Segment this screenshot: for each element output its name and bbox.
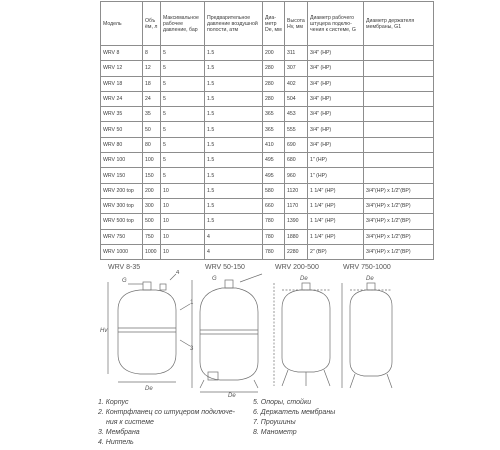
table-row xyxy=(101,198,434,213)
table-row xyxy=(101,91,434,106)
table-cell: 4 xyxy=(205,229,263,244)
table-cell: 24 xyxy=(143,91,161,106)
label-g: G xyxy=(122,278,127,284)
table-cell: 1.5 xyxy=(205,107,263,122)
table-cell: 5 xyxy=(161,91,205,106)
drawing-wrv-8-35 xyxy=(100,270,194,392)
table-cell: 680 xyxy=(285,153,308,168)
table-cell: 10 xyxy=(161,183,205,198)
header-height: Высота Hv, мм xyxy=(285,2,308,46)
label-de: De xyxy=(366,276,374,282)
table-cell: WRV 200 top xyxy=(101,183,143,198)
callout-4: 4 xyxy=(176,270,180,276)
table-cell: WRV 24 xyxy=(101,91,143,106)
connection-fitting xyxy=(367,283,375,290)
connection-fitting xyxy=(225,280,233,288)
table-cell: 1 1/4" (НР) xyxy=(308,198,364,213)
table-cell: 750 xyxy=(143,229,161,244)
support-leg xyxy=(282,370,288,386)
header-model: Модель xyxy=(101,2,143,46)
table-cell xyxy=(364,107,434,122)
table-row xyxy=(101,229,434,244)
table-cell: 8 xyxy=(143,46,161,61)
table-cell: 660 xyxy=(263,198,285,213)
table-cell: 555 xyxy=(285,122,308,137)
table-cell: 1000 xyxy=(143,244,161,259)
vessel-body xyxy=(350,290,392,376)
table-cell: WRV 35 xyxy=(101,107,143,122)
table-cell: WRV 18 xyxy=(101,76,143,91)
table-cell: 4 xyxy=(205,244,263,259)
connection-fitting xyxy=(302,283,310,290)
table-cell: 3/4" (НР) xyxy=(308,46,364,61)
table-cell: 10 xyxy=(161,244,205,259)
leader-line xyxy=(240,274,262,282)
table-cell: WRV 8 xyxy=(101,46,143,61)
table-cell: 504 xyxy=(285,91,308,106)
table-cell: 1" (НР) xyxy=(308,168,364,183)
support-leg xyxy=(350,374,355,388)
label-hv: Hv xyxy=(100,328,108,334)
label-g: G xyxy=(212,276,217,282)
table-cell: 1.5 xyxy=(205,76,263,91)
table-row xyxy=(101,214,434,229)
label-de: De xyxy=(228,393,236,398)
legend-item: 5. Опоры, стойки xyxy=(253,399,312,406)
table-cell xyxy=(364,61,434,76)
table-cell: 3/4" (НР) xyxy=(308,137,364,152)
table-cell: 5 xyxy=(161,122,205,137)
table-cell: 5 xyxy=(161,76,205,91)
table-cell: 5 xyxy=(161,46,205,61)
table-cell xyxy=(364,168,434,183)
table-cell: 1" (НР) xyxy=(308,153,364,168)
table-cell: 1.5 xyxy=(205,46,263,61)
table-row xyxy=(101,122,434,137)
drawing-title-wrv-200-500: WRV 200-500 xyxy=(275,264,319,271)
table-cell: 5 xyxy=(161,153,205,168)
table-cell xyxy=(364,122,434,137)
leader-line xyxy=(180,340,190,346)
table-cell: 18 xyxy=(143,76,161,91)
table-cell: 3/4" (НР) xyxy=(308,76,364,91)
table-cell: 1.5 xyxy=(205,214,263,229)
table-cell: WRV 500 top xyxy=(101,214,143,229)
table-row xyxy=(101,76,434,91)
legend-item: 3. Мембрана xyxy=(98,429,140,436)
table-cell: 200 xyxy=(263,46,285,61)
table-cell: 5 xyxy=(161,168,205,183)
table-cell: 35 xyxy=(143,107,161,122)
table-body xyxy=(101,46,434,260)
table-cell: WRV 150 xyxy=(101,168,143,183)
callout-1: 1 xyxy=(190,300,194,306)
table-cell: WRV 750 xyxy=(101,229,143,244)
table-cell: 3/4"(НР) x 1/2"(ВР) xyxy=(364,229,434,244)
table-cell: 3/4" (НР) xyxy=(308,91,364,106)
table-cell: 10 xyxy=(161,198,205,213)
table-header-row xyxy=(101,2,434,46)
table-cell: 311 xyxy=(285,46,308,61)
table-cell: 280 xyxy=(263,91,285,106)
table-cell: 1880 xyxy=(285,229,308,244)
table-row xyxy=(101,61,434,76)
nipple xyxy=(160,284,166,290)
label-de: De xyxy=(300,276,308,282)
table-cell: 10 xyxy=(161,229,205,244)
table-cell: 100 xyxy=(143,153,161,168)
vessel-body xyxy=(282,290,330,372)
table-cell: WRV 300 top xyxy=(101,198,143,213)
table-cell: 1.5 xyxy=(205,61,263,76)
support-leg xyxy=(324,370,330,386)
support-leg xyxy=(200,380,204,388)
table-cell: 690 xyxy=(285,137,308,152)
table-row xyxy=(101,183,434,198)
table-cell: 495 xyxy=(263,153,285,168)
legend-right xyxy=(253,398,335,438)
callout-3: 3 xyxy=(190,346,194,352)
drawing-title-wrv-8-35: WRV 8-35 xyxy=(108,264,141,271)
table-cell: 365 xyxy=(263,122,285,137)
legend-item: 4. Ниппель xyxy=(98,439,134,446)
table-cell: 1 1/4" (НР) xyxy=(308,183,364,198)
legend-item: 8. Манометр xyxy=(253,429,297,436)
table-cell: 1390 xyxy=(285,214,308,229)
table-cell xyxy=(364,153,434,168)
drawing-wrv-50-150 xyxy=(192,274,262,398)
table-cell: 12 xyxy=(143,61,161,76)
table-cell: 1170 xyxy=(285,198,308,213)
table-cell xyxy=(364,137,434,152)
support-leg xyxy=(254,380,258,388)
table-cell: 1.5 xyxy=(205,198,263,213)
table-cell: 280 xyxy=(263,76,285,91)
table-cell: 10 xyxy=(161,214,205,229)
table-cell: 3/4" (НР) xyxy=(308,107,364,122)
table-cell: WRV 1000 xyxy=(101,244,143,259)
table-cell: 150 xyxy=(143,168,161,183)
table-cell: 580 xyxy=(263,183,285,198)
legend-item: 7. Проушины xyxy=(253,419,296,426)
table-cell: 365 xyxy=(263,107,285,122)
table-row xyxy=(101,153,434,168)
table-cell: 453 xyxy=(285,107,308,122)
table-cell: 780 xyxy=(263,229,285,244)
table-cell: 5 xyxy=(161,137,205,152)
table-row xyxy=(101,46,434,61)
vessel-drawings xyxy=(0,270,500,398)
table-cell xyxy=(364,46,434,61)
table-cell: 1.5 xyxy=(205,91,263,106)
table-cell: 2" (ВР) xyxy=(308,244,364,259)
table-cell: 495 xyxy=(263,168,285,183)
drawing-title-wrv-750-1000: WRV 750-1000 xyxy=(343,264,391,271)
table-cell: 3/4" (НР) xyxy=(308,122,364,137)
table-cell: 402 xyxy=(285,76,308,91)
header-membrane-holder: Диаметр держателя мембраны, G1 xyxy=(364,2,434,46)
table-cell: 1 1/4" (НР) xyxy=(308,214,364,229)
table-cell: 80 xyxy=(143,137,161,152)
drawing-title-wrv-50-150: WRV 50-150 xyxy=(205,264,245,271)
table-cell: 410 xyxy=(263,137,285,152)
table-cell xyxy=(364,76,434,91)
table-cell: WRV 80 xyxy=(101,137,143,152)
support-leg xyxy=(387,374,392,388)
legend-item: 6. Держатель мембраны xyxy=(253,409,336,416)
spec-table xyxy=(100,1,434,260)
table-cell: 1.5 xyxy=(205,168,263,183)
table-cell: 3/4"(НР) x 1/2"(ВР) xyxy=(364,244,434,259)
header-volume: Объ ём, л xyxy=(143,2,161,46)
header-connection: Диаметр рабочего штуцера подключения к системе, G xyxy=(308,2,364,46)
connection-fitting xyxy=(143,282,151,290)
table-row xyxy=(101,137,434,152)
table-cell: 200 xyxy=(143,183,161,198)
header-precharge: Предварительное давление воздушной полости, атм xyxy=(205,2,263,46)
table-cell: 1.5 xyxy=(205,183,263,198)
table-cell: 2280 xyxy=(285,244,308,259)
table-row xyxy=(101,107,434,122)
table-cell: 3/4"(НР) x 1/2"(ВР) xyxy=(364,214,434,229)
table-cell: 1.5 xyxy=(205,137,263,152)
header-diameter: Диаметр De, мм xyxy=(263,2,285,46)
table-row xyxy=(101,168,434,183)
table-cell: 500 xyxy=(143,214,161,229)
table-cell: 5 xyxy=(161,107,205,122)
table-cell: 50 xyxy=(143,122,161,137)
table-cell: 3/4"(НР) x 1/2"(ВР) xyxy=(364,183,434,198)
label-de: De xyxy=(145,386,153,392)
table-cell: 5 xyxy=(161,61,205,76)
leader-line xyxy=(180,304,190,310)
table-row xyxy=(101,244,434,259)
table-cell: WRV 100 xyxy=(101,153,143,168)
legend-item: 1. Корпус xyxy=(98,399,129,406)
table-cell: 3/4" (НР) xyxy=(308,61,364,76)
table-cell: 780 xyxy=(263,244,285,259)
table-cell: 1.5 xyxy=(205,122,263,137)
table-cell: 960 xyxy=(285,168,308,183)
legend-item: 2. Контрфланец со штуцером подключе- xyxy=(98,409,235,416)
table-cell: 300 xyxy=(143,198,161,213)
header-max-pressure: Максимальное рабочее давление, бар xyxy=(161,2,205,46)
drawing-wrv-200-500 xyxy=(274,276,330,386)
legend-item: ния к системе xyxy=(106,419,154,426)
legend-left xyxy=(98,398,235,448)
table-cell: WRV 12 xyxy=(101,61,143,76)
table-cell: 3/4"(НР) x 1/2"(ВР) xyxy=(364,198,434,213)
table-cell: 780 xyxy=(263,214,285,229)
table-cell: 1 1/4" (НР) xyxy=(308,229,364,244)
table-cell: WRV 50 xyxy=(101,122,143,137)
table-cell: 280 xyxy=(263,61,285,76)
table-cell: 1.5 xyxy=(205,153,263,168)
table-cell xyxy=(364,91,434,106)
drawing-wrv-750-1000 xyxy=(342,276,392,388)
table-cell: 307 xyxy=(285,61,308,76)
table-cell: 1120 xyxy=(285,183,308,198)
